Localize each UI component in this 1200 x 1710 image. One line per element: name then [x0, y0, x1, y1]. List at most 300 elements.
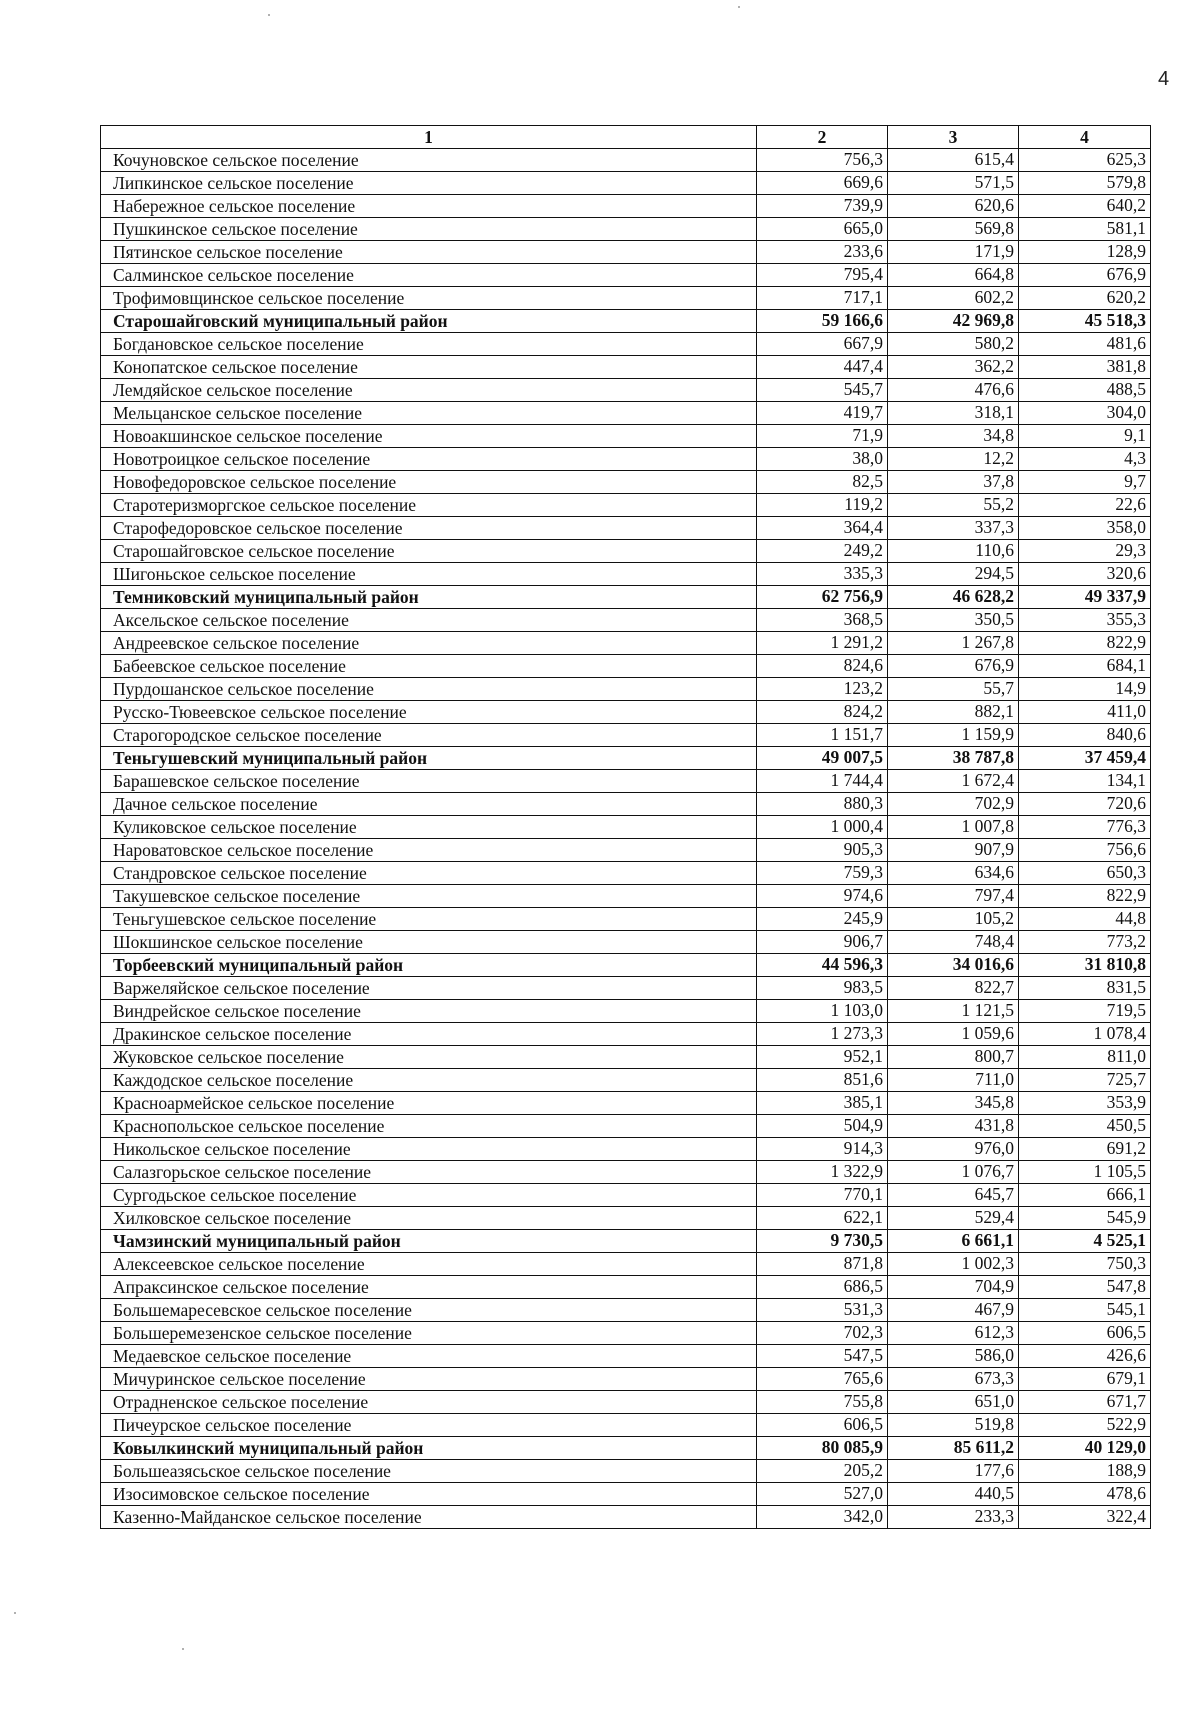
settlement-name-cell: Медаевское сельское поселение — [101, 1345, 757, 1368]
table-row — [101, 402, 1151, 425]
value-cell-col2: 739,9 — [757, 195, 888, 218]
table-row — [101, 1460, 1151, 1483]
settlement-name-cell: Изосимовское сельское поселение — [101, 1483, 757, 1506]
value-cell-col3: 34 016,6 — [888, 954, 1019, 977]
value-cell-col3: 362,2 — [888, 356, 1019, 379]
settlement-name-cell: Такушевское сельское поселение — [101, 885, 757, 908]
value-cell-col3: 580,2 — [888, 333, 1019, 356]
value-cell-col3: 337,3 — [888, 517, 1019, 540]
table-row — [101, 1023, 1151, 1046]
page-number: 4 — [1158, 68, 1170, 90]
value-cell-col3: 800,7 — [888, 1046, 1019, 1069]
value-cell-col3: 882,1 — [888, 701, 1019, 724]
table-row — [101, 816, 1151, 839]
settlement-name-cell: Старогородское сельское поселение — [101, 724, 757, 747]
value-cell-col4: 411,0 — [1019, 701, 1151, 724]
value-cell-col2: 249,2 — [757, 540, 888, 563]
value-cell-col4: 666,1 — [1019, 1184, 1151, 1207]
value-cell-col4: 353,9 — [1019, 1092, 1151, 1115]
settlement-name-cell: Лемдяйское сельское поселение — [101, 379, 757, 402]
settlement-name-cell: Старошайговское сельское поселение — [101, 540, 757, 563]
value-cell-col2: 123,2 — [757, 678, 888, 701]
table-row — [101, 356, 1151, 379]
value-cell-col4: 37 459,4 — [1019, 747, 1151, 770]
table-row — [101, 241, 1151, 264]
value-cell-col3: 797,4 — [888, 885, 1019, 908]
scan-speck — [14, 1612, 16, 1614]
value-cell-col3: 822,7 — [888, 977, 1019, 1000]
value-cell-col3: 12,2 — [888, 448, 1019, 471]
table-row — [101, 862, 1151, 885]
table-body — [101, 149, 1151, 1529]
settlement-name-cell: Пушкинское сельское поселение — [101, 218, 757, 241]
value-cell-col4: 1 078,4 — [1019, 1023, 1151, 1046]
value-cell-col3: 110,6 — [888, 540, 1019, 563]
table-row — [101, 1184, 1151, 1207]
table-row — [101, 1115, 1151, 1138]
value-cell-col3: 615,4 — [888, 149, 1019, 172]
district-total-row — [101, 954, 1151, 977]
settlement-name-cell: Конопатское сельское поселение — [101, 356, 757, 379]
table-row — [101, 609, 1151, 632]
value-cell-col4: 4 525,1 — [1019, 1230, 1151, 1253]
value-cell-col2: 1 322,9 — [757, 1161, 888, 1184]
table-row — [101, 1299, 1151, 1322]
value-cell-col4: 650,3 — [1019, 862, 1151, 885]
table-row — [101, 931, 1151, 954]
value-cell-col4: 44,8 — [1019, 908, 1151, 931]
value-cell-col3: 748,4 — [888, 931, 1019, 954]
value-cell-col2: 702,3 — [757, 1322, 888, 1345]
settlement-name-cell: Чамзинский муниципальный район — [101, 1230, 757, 1253]
table-row — [101, 195, 1151, 218]
settlement-name-cell: Старотеризморгское сельское поселение — [101, 494, 757, 517]
value-cell-col3: 85 611,2 — [888, 1437, 1019, 1460]
value-cell-col4: 40 129,0 — [1019, 1437, 1151, 1460]
table-row — [101, 149, 1151, 172]
value-cell-col2: 952,1 — [757, 1046, 888, 1069]
settlement-name-cell: Никольское сельское поселение — [101, 1138, 757, 1161]
value-cell-col4: 188,9 — [1019, 1460, 1151, 1483]
table-row — [101, 1000, 1151, 1023]
value-cell-col4: 691,2 — [1019, 1138, 1151, 1161]
value-cell-col4: 450,5 — [1019, 1115, 1151, 1138]
value-cell-col3: 1 076,7 — [888, 1161, 1019, 1184]
column-header-4: 4 — [1019, 126, 1151, 149]
value-cell-col2: 531,3 — [757, 1299, 888, 1322]
settlement-name-cell: Мичуринское сельское поселение — [101, 1368, 757, 1391]
value-cell-col2: 765,6 — [757, 1368, 888, 1391]
settlement-name-cell: Барашевское сельское поселение — [101, 770, 757, 793]
settlement-name-cell: Казенно-Майданское сельское поселение — [101, 1506, 757, 1529]
value-cell-col4: 625,3 — [1019, 149, 1151, 172]
table-row — [101, 1092, 1151, 1115]
value-cell-col4: 822,9 — [1019, 632, 1151, 655]
value-cell-col3: 467,9 — [888, 1299, 1019, 1322]
table-row — [101, 494, 1151, 517]
table-row — [101, 540, 1151, 563]
district-total-row — [101, 747, 1151, 770]
value-cell-col4: 545,9 — [1019, 1207, 1151, 1230]
value-cell-col4: 773,2 — [1019, 931, 1151, 954]
value-cell-col4: 481,6 — [1019, 333, 1151, 356]
value-cell-col3: 34,8 — [888, 425, 1019, 448]
value-cell-col2: 824,6 — [757, 655, 888, 678]
value-cell-col4: 29,3 — [1019, 540, 1151, 563]
value-cell-col3: 37,8 — [888, 471, 1019, 494]
value-cell-col4: 671,7 — [1019, 1391, 1151, 1414]
value-cell-col4: 679,1 — [1019, 1368, 1151, 1391]
value-cell-col4: 128,9 — [1019, 241, 1151, 264]
table-row — [101, 333, 1151, 356]
value-cell-col2: 906,7 — [757, 931, 888, 954]
value-cell-col4: 840,6 — [1019, 724, 1151, 747]
value-cell-col2: 755,8 — [757, 1391, 888, 1414]
value-cell-col4: 9,1 — [1019, 425, 1151, 448]
settlement-name-cell: Пичеурское сельское поселение — [101, 1414, 757, 1437]
settlement-name-cell: Дачное сельское поселение — [101, 793, 757, 816]
settlement-name-cell: Стандровское сельское поселение — [101, 862, 757, 885]
value-cell-col2: 38,0 — [757, 448, 888, 471]
settlement-name-cell: Шокшинское сельское поселение — [101, 931, 757, 954]
table-row — [101, 1069, 1151, 1092]
table-row — [101, 1046, 1151, 1069]
value-cell-col3: 976,0 — [888, 1138, 1019, 1161]
value-cell-col4: 776,3 — [1019, 816, 1151, 839]
table-row — [101, 425, 1151, 448]
value-cell-col4: 831,5 — [1019, 977, 1151, 1000]
value-cell-col4: 4,3 — [1019, 448, 1151, 471]
value-cell-col3: 673,3 — [888, 1368, 1019, 1391]
value-cell-col2: 1 744,4 — [757, 770, 888, 793]
value-cell-col2: 871,8 — [757, 1253, 888, 1276]
value-cell-col4: 522,9 — [1019, 1414, 1151, 1437]
settlement-name-cell: Алексеевское сельское поселение — [101, 1253, 757, 1276]
settlement-name-cell: Краснопольское сельское поселение — [101, 1115, 757, 1138]
district-total-row — [101, 310, 1151, 333]
value-cell-col2: 686,5 — [757, 1276, 888, 1299]
table-row — [101, 1345, 1151, 1368]
value-cell-col2: 880,3 — [757, 793, 888, 816]
value-cell-col2: 419,7 — [757, 402, 888, 425]
value-cell-col4: 9,7 — [1019, 471, 1151, 494]
value-cell-col3: 42 969,8 — [888, 310, 1019, 333]
settlement-name-cell: Хилковское сельское поселение — [101, 1207, 757, 1230]
table-row — [101, 1161, 1151, 1184]
value-cell-col2: 71,9 — [757, 425, 888, 448]
value-cell-col3: 620,6 — [888, 195, 1019, 218]
value-cell-col2: 974,6 — [757, 885, 888, 908]
settlement-name-cell: Русско-Тювеевское сельское поселение — [101, 701, 757, 724]
value-cell-col3: 645,7 — [888, 1184, 1019, 1207]
settlement-name-cell: Пятинское сельское поселение — [101, 241, 757, 264]
value-cell-col4: 545,1 — [1019, 1299, 1151, 1322]
value-cell-col3: 1 159,9 — [888, 724, 1019, 747]
value-cell-col3: 350,5 — [888, 609, 1019, 632]
settlement-name-cell: Красноармейское сельское поселение — [101, 1092, 757, 1115]
table-row — [101, 264, 1151, 287]
settlement-name-cell: Набережное сельское поселение — [101, 195, 757, 218]
table-row — [101, 563, 1151, 586]
value-cell-col3: 1 059,6 — [888, 1023, 1019, 1046]
value-cell-col2: 1 291,2 — [757, 632, 888, 655]
table-row — [101, 724, 1151, 747]
settlement-name-cell: Темниковский муниципальный район — [101, 586, 757, 609]
value-cell-col2: 606,5 — [757, 1414, 888, 1437]
value-cell-col4: 22,6 — [1019, 494, 1151, 517]
settlement-name-cell: Кочуновское сельское поселение — [101, 149, 757, 172]
column-header-2: 2 — [757, 126, 888, 149]
value-cell-col3: 1 007,8 — [888, 816, 1019, 839]
settlement-name-cell: Шигоньское сельское поселение — [101, 563, 757, 586]
value-cell-col4: 1 105,5 — [1019, 1161, 1151, 1184]
value-cell-col2: 245,9 — [757, 908, 888, 931]
value-cell-col4: 31 810,8 — [1019, 954, 1151, 977]
value-cell-col3: 907,9 — [888, 839, 1019, 862]
value-cell-col4: 756,6 — [1019, 839, 1151, 862]
district-total-row — [101, 586, 1151, 609]
value-cell-col3: 519,8 — [888, 1414, 1019, 1437]
table-row — [101, 977, 1151, 1000]
value-cell-col2: 342,0 — [757, 1506, 888, 1529]
value-cell-col2: 335,3 — [757, 563, 888, 586]
settlement-name-cell: Андреевское сельское поселение — [101, 632, 757, 655]
value-cell-col3: 586,0 — [888, 1345, 1019, 1368]
value-cell-col3: 676,9 — [888, 655, 1019, 678]
value-cell-col3: 612,3 — [888, 1322, 1019, 1345]
table-row — [101, 471, 1151, 494]
value-cell-col4: 811,0 — [1019, 1046, 1151, 1069]
settlement-name-cell: Теньгушевское сельское поселение — [101, 908, 757, 931]
value-cell-col2: 80 085,9 — [757, 1437, 888, 1460]
value-cell-col2: 665,0 — [757, 218, 888, 241]
table-row — [101, 770, 1151, 793]
settlement-name-cell: Апраксинское сельское поселение — [101, 1276, 757, 1299]
table-row — [101, 1138, 1151, 1161]
column-header-3: 3 — [888, 126, 1019, 149]
settlement-name-cell: Новотроицкое сельское поселение — [101, 448, 757, 471]
settlement-name-cell: Виндрейское сельское поселение — [101, 1000, 757, 1023]
value-cell-col3: 1 672,4 — [888, 770, 1019, 793]
settlement-name-cell: Большемаресевское сельское поселение — [101, 1299, 757, 1322]
value-cell-col2: 851,6 — [757, 1069, 888, 1092]
value-cell-col2: 504,9 — [757, 1115, 888, 1138]
value-cell-col2: 759,3 — [757, 862, 888, 885]
value-cell-col3: 704,9 — [888, 1276, 1019, 1299]
value-cell-col2: 205,2 — [757, 1460, 888, 1483]
value-cell-col2: 385,1 — [757, 1092, 888, 1115]
settlement-name-cell: Нароватовское сельское поселение — [101, 839, 757, 862]
table-row — [101, 793, 1151, 816]
value-cell-col3: 294,5 — [888, 563, 1019, 586]
value-cell-col2: 756,3 — [757, 149, 888, 172]
table-row — [101, 218, 1151, 241]
table-row — [101, 287, 1151, 310]
value-cell-col2: 62 756,9 — [757, 586, 888, 609]
table-row — [101, 632, 1151, 655]
value-cell-col2: 914,3 — [757, 1138, 888, 1161]
value-cell-col2: 545,7 — [757, 379, 888, 402]
value-cell-col3: 711,0 — [888, 1069, 1019, 1092]
table-row — [101, 1414, 1151, 1437]
value-cell-col2: 667,9 — [757, 333, 888, 356]
value-cell-col2: 49 007,5 — [757, 747, 888, 770]
settlement-name-cell: Трофимовщинское сельское поселение — [101, 287, 757, 310]
value-cell-col4: 488,5 — [1019, 379, 1151, 402]
settlement-name-cell: Дракинское сельское поселение — [101, 1023, 757, 1046]
value-cell-col4: 620,2 — [1019, 287, 1151, 310]
value-cell-col4: 579,8 — [1019, 172, 1151, 195]
value-cell-col2: 44 596,3 — [757, 954, 888, 977]
table-row — [101, 678, 1151, 701]
settlement-name-cell: Старошайговский муниципальный район — [101, 310, 757, 333]
table-row — [101, 1506, 1151, 1529]
value-cell-col3: 634,6 — [888, 862, 1019, 885]
value-cell-col4: 14,9 — [1019, 678, 1151, 701]
value-cell-col4: 358,0 — [1019, 517, 1151, 540]
value-cell-col4: 322,4 — [1019, 1506, 1151, 1529]
value-cell-col4: 750,3 — [1019, 1253, 1151, 1276]
value-cell-col2: 905,3 — [757, 839, 888, 862]
value-cell-col3: 702,9 — [888, 793, 1019, 816]
table-header-row — [101, 126, 1151, 149]
value-cell-col3: 1 002,3 — [888, 1253, 1019, 1276]
settlement-name-cell: Большеазясьское сельское поселение — [101, 1460, 757, 1483]
value-cell-col3: 38 787,8 — [888, 747, 1019, 770]
table-row — [101, 908, 1151, 931]
value-cell-col4: 355,3 — [1019, 609, 1151, 632]
table-row — [101, 1253, 1151, 1276]
value-cell-col4: 725,7 — [1019, 1069, 1151, 1092]
value-cell-col4: 49 337,9 — [1019, 586, 1151, 609]
value-cell-col2: 1 000,4 — [757, 816, 888, 839]
settlement-name-cell: Варжеляйское сельское поселение — [101, 977, 757, 1000]
table-row — [101, 1483, 1151, 1506]
settlement-name-cell: Сургодьское сельское поселение — [101, 1184, 757, 1207]
value-cell-col3: 55,7 — [888, 678, 1019, 701]
table-row — [101, 448, 1151, 471]
value-cell-col3: 529,4 — [888, 1207, 1019, 1230]
value-cell-col2: 795,4 — [757, 264, 888, 287]
value-cell-col4: 676,9 — [1019, 264, 1151, 287]
table-row — [101, 172, 1151, 195]
value-cell-col4: 547,8 — [1019, 1276, 1151, 1299]
settlement-name-cell: Пурдошанское сельское поселение — [101, 678, 757, 701]
table-row — [101, 517, 1151, 540]
value-cell-col3: 431,8 — [888, 1115, 1019, 1138]
settlement-name-cell: Богдановское сельское поселение — [101, 333, 757, 356]
settlement-name-cell: Аксельское сельское поселение — [101, 609, 757, 632]
value-cell-col3: 105,2 — [888, 908, 1019, 931]
value-cell-col3: 345,8 — [888, 1092, 1019, 1115]
table-row — [101, 701, 1151, 724]
value-cell-col4: 640,2 — [1019, 195, 1151, 218]
value-cell-col2: 59 166,6 — [757, 310, 888, 333]
value-cell-col2: 1 151,7 — [757, 724, 888, 747]
value-cell-col2: 669,6 — [757, 172, 888, 195]
value-cell-col3: 46 628,2 — [888, 586, 1019, 609]
table-row — [101, 839, 1151, 862]
budget-table — [100, 125, 1151, 1529]
value-cell-col4: 304,0 — [1019, 402, 1151, 425]
value-cell-col2: 82,5 — [757, 471, 888, 494]
value-cell-col4: 134,1 — [1019, 770, 1151, 793]
table-row — [101, 1207, 1151, 1230]
table-row — [101, 379, 1151, 402]
value-cell-col4: 320,6 — [1019, 563, 1151, 586]
settlement-name-cell: Торбеевский муниципальный район — [101, 954, 757, 977]
table-row — [101, 1322, 1151, 1345]
value-cell-col2: 119,2 — [757, 494, 888, 517]
value-cell-col2: 770,1 — [757, 1184, 888, 1207]
table-row — [101, 1368, 1151, 1391]
value-cell-col4: 478,6 — [1019, 1483, 1151, 1506]
value-cell-col3: 651,0 — [888, 1391, 1019, 1414]
value-cell-col3: 177,6 — [888, 1460, 1019, 1483]
value-cell-col4: 45 518,3 — [1019, 310, 1151, 333]
value-cell-col2: 1 103,0 — [757, 1000, 888, 1023]
value-cell-col3: 602,2 — [888, 287, 1019, 310]
value-cell-col2: 983,5 — [757, 977, 888, 1000]
settlement-name-cell: Мельцанское сельское поселение — [101, 402, 757, 425]
settlement-name-cell: Жуковское сельское поселение — [101, 1046, 757, 1069]
value-cell-col3: 1 267,8 — [888, 632, 1019, 655]
value-cell-col3: 55,2 — [888, 494, 1019, 517]
value-cell-col4: 822,9 — [1019, 885, 1151, 908]
table-row — [101, 655, 1151, 678]
value-cell-col3: 1 121,5 — [888, 1000, 1019, 1023]
table-row — [101, 1276, 1151, 1299]
settlement-name-cell: Новофедоровское сельское поселение — [101, 471, 757, 494]
settlement-name-cell: Ковылкинский муниципальный район — [101, 1437, 757, 1460]
scan-speck — [268, 14, 270, 16]
table-row — [101, 885, 1151, 908]
value-cell-col2: 447,4 — [757, 356, 888, 379]
value-cell-col4: 426,6 — [1019, 1345, 1151, 1368]
value-cell-col3: 233,3 — [888, 1506, 1019, 1529]
value-cell-col4: 606,5 — [1019, 1322, 1151, 1345]
column-header-1: 1 — [101, 126, 757, 149]
settlement-name-cell: Новоакшинское сельское поселение — [101, 425, 757, 448]
value-cell-col3: 571,5 — [888, 172, 1019, 195]
settlement-name-cell: Салминское сельское поселение — [101, 264, 757, 287]
settlement-name-cell: Старофедоровское сельское поселение — [101, 517, 757, 540]
value-cell-col2: 527,0 — [757, 1483, 888, 1506]
settlement-name-cell: Куликовское сельское поселение — [101, 816, 757, 839]
value-cell-col4: 720,6 — [1019, 793, 1151, 816]
value-cell-col2: 547,5 — [757, 1345, 888, 1368]
settlement-name-cell: Отрадненское сельское поселение — [101, 1391, 757, 1414]
value-cell-col3: 6 661,1 — [888, 1230, 1019, 1253]
settlement-name-cell: Салазгорьское сельское поселение — [101, 1161, 757, 1184]
value-cell-col2: 233,6 — [757, 241, 888, 264]
table-row — [101, 1391, 1151, 1414]
value-cell-col2: 1 273,3 — [757, 1023, 888, 1046]
value-cell-col2: 622,1 — [757, 1207, 888, 1230]
value-cell-col4: 381,8 — [1019, 356, 1151, 379]
value-cell-col3: 318,1 — [888, 402, 1019, 425]
value-cell-col3: 171,9 — [888, 241, 1019, 264]
settlement-name-cell: Липкинское сельское поселение — [101, 172, 757, 195]
value-cell-col3: 569,8 — [888, 218, 1019, 241]
settlement-name-cell: Каждодское сельское поселение — [101, 1069, 757, 1092]
district-total-row — [101, 1437, 1151, 1460]
settlement-name-cell: Теньгушевский муниципальный район — [101, 747, 757, 770]
value-cell-col4: 719,5 — [1019, 1000, 1151, 1023]
value-cell-col2: 717,1 — [757, 287, 888, 310]
value-cell-col2: 9 730,5 — [757, 1230, 888, 1253]
value-cell-col3: 664,8 — [888, 264, 1019, 287]
